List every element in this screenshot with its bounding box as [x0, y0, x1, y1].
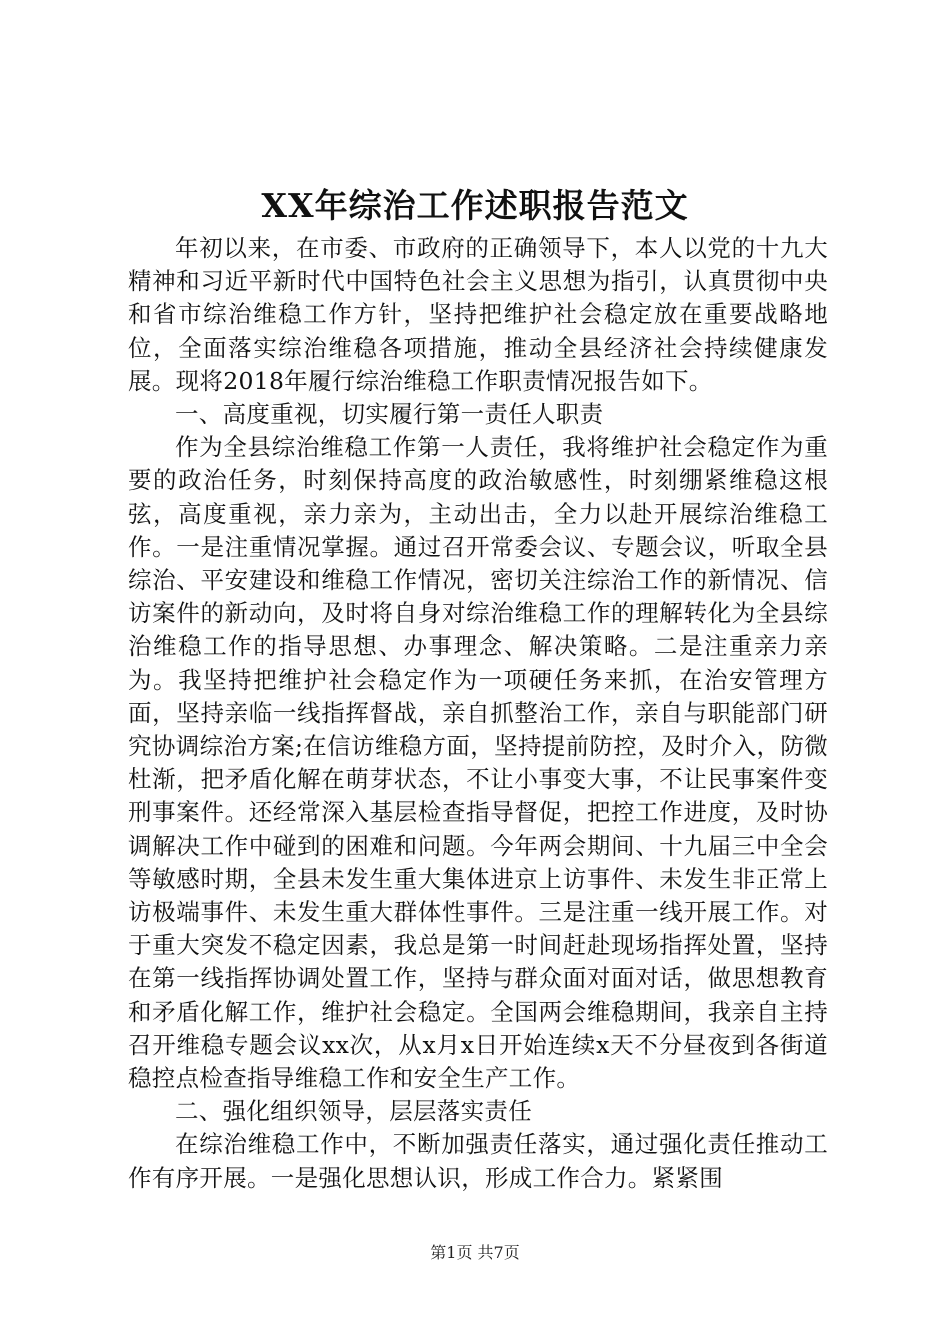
section-2-paragraph: 在综治维稳工作中，不断加强责任落实，通过强化责任推动工作有序开展。一是强化思想认识，形成工作合力。紧紧围 — [128, 1130, 828, 1192]
section-heading-2: 二、强化组织领导，层层落实责任 — [175, 1097, 532, 1126]
document-body — [128, 232, 828, 1195]
document-title: XX年综治工作述职报告范文 — [261, 186, 689, 225]
section-1-paragraph: 作为全县综治维稳工作第一人责任，我将维护社会稳定作为重要的政治任务，时刻保持高度的政治敏感性，时刻绷紧维稳这根弦，高度重视，亲力亲为，主动出击，全力以赴开展综治维稳工作。一是注重情况掌握。通过召开常委会议、专题会议，听取全县综治、平安建设和维稳工作情况，密切关注综治工作的新情况、信访案件的新动向，及时将自身对综治维稳工作的理解转化为全县综治维稳工作的指导思想、办事理念、解决策略。二是注重亲力亲为。我坚持把维护社会稳定作为一项硬任务来抓，在治安管理方面，坚持亲临一线指挥督战，亲自抓整治工作，亲自与职能部门研究协调综治方案;在信访维稳方面，坚持提前防控，及时介入，防微杜渐，把矛盾化解在萌芽状态，不让小事变大事，不让民事案件变刑事案件。还经常深入基层检查指导督促，把控工作进度，及时协调解决工作中碰到的困难和问题。今年两会期间、十九届三中全会等敏感时期，全县未发生重大集体进京上访事件、未发生非正常上访极端事件、未发生重大群体性事件。三是注重一线开展工作。对于重大突发不稳定因素，我总是第一时间赶赴现场指挥处置，坚持在第一线指挥协调处置工作，坚持与群众面对面对话，做思想教育和矛盾化解工作，维护社会稳定。全国两会维稳期间，我亲自主持召开维稳专题会议xx次，从x月x日开始连续x天不分昼夜到各街道稳控点检查指导维稳工作和安全生产工作。 — [128, 433, 828, 1093]
section-heading-1: 一、高度重视，切实履行第一责任人职责 — [175, 400, 604, 429]
intro-paragraph: 年初以来，在市委、市政府的正确领导下，本人以党的十九大精神和习近平新时代中国特色社会主义思想为指引，认真贯彻中央和省市综治维稳工作方针，坚持把维护社会稳定放在重要战略地位，全面落实综治维稳各项措施，推动全县经济社会持续健康发展。现将2018年履行综治维稳工作职责情况报告如下。 — [128, 234, 828, 395]
page-number-footer: 第1页 共7页 — [430, 1243, 520, 1262]
